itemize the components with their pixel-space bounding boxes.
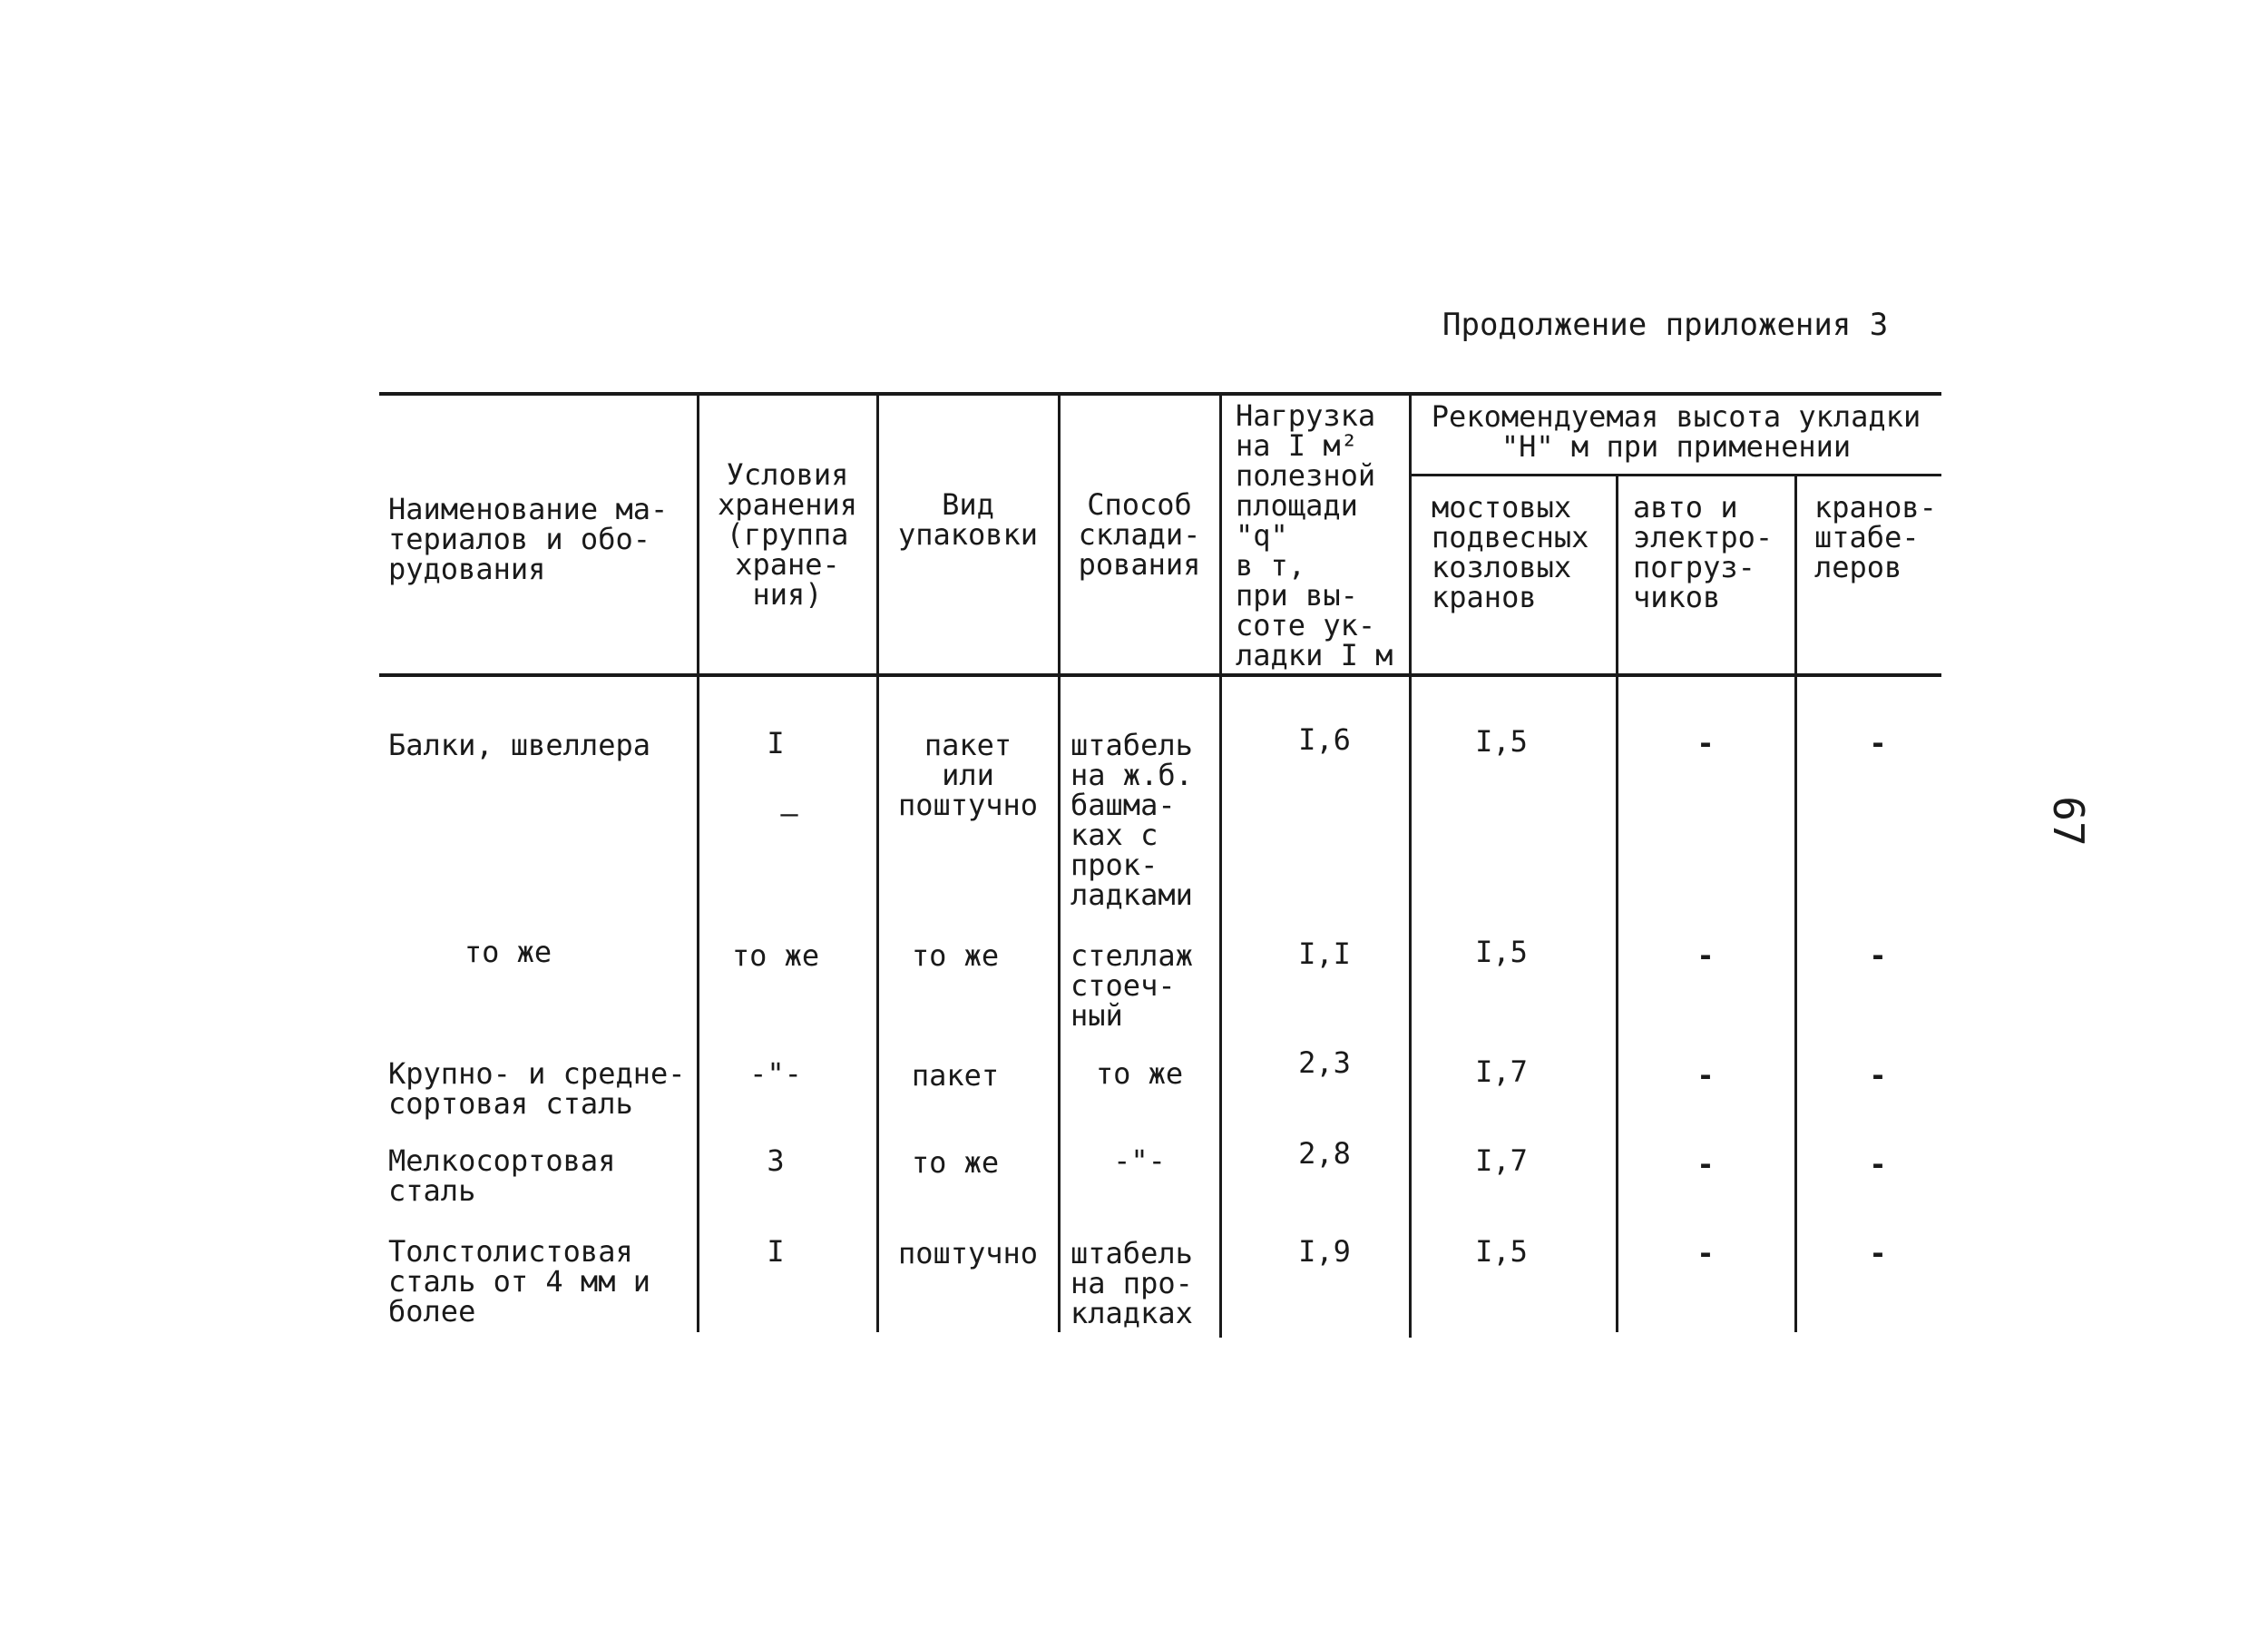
header-recommended-height: Рекомендуемая высота укладки "Н" м при применении (1431, 399, 1921, 464)
column-divider (1616, 476, 1618, 1332)
table-cell-storage: I (767, 726, 785, 760)
header-height-stacker-cranes: кранов- штабе- леров (1814, 490, 1937, 584)
page-number: 67 (2044, 796, 2093, 847)
table-cell-name: Мелкосортовая сталь (388, 1143, 616, 1208)
table-cell-packaging: поштучно (897, 1236, 1039, 1270)
table-cell-height-bridge: I,5 (1475, 724, 1528, 759)
table-cell-packaging: то же (911, 1145, 1000, 1180)
table-cell-storage: то же (731, 938, 820, 973)
header-height-bridge-cranes: мостовых подвесных козловых кранов (1432, 490, 1589, 614)
table-cell-height-auto: - (1696, 1236, 1715, 1270)
table-cell-method: стеллаж стоеч- ный (1070, 938, 1193, 1033)
table-cell-name: Крупно- и средне- сортовая сталь (388, 1056, 686, 1121)
table-cell-height-stacker: - (1869, 726, 1887, 760)
column-divider (1794, 476, 1797, 1332)
table-cell-height-bridge: I,7 (1475, 1054, 1528, 1089)
table-cell-packaging: пакет или поштучно (897, 728, 1039, 822)
column-divider (1219, 394, 1222, 1338)
table-cell-name: Толстолистовая сталь от 4 мм и более (388, 1234, 650, 1329)
table-cell-method: штабель на про- кладках (1070, 1236, 1193, 1330)
table-cell-storage: I (767, 1234, 785, 1269)
table-cell-height-stacker: - (1869, 1147, 1887, 1182)
table-cell-height-bridge: I,7 (1475, 1143, 1528, 1178)
table-cell-packaging: то же (911, 938, 1000, 973)
table-cell-load: 2,8 (1298, 1136, 1351, 1171)
appendix-continuation-note: Продолжение приложения 3 (1442, 307, 1889, 343)
table-cell-load: I,9 (1298, 1234, 1351, 1269)
header-packaging: Вид упаковки (897, 487, 1039, 552)
header-bottom-rule (379, 673, 1941, 677)
table-cell-height-auto: - (1696, 1147, 1715, 1182)
header-storage-method: Способ склади- рования (1078, 487, 1201, 582)
table-top-rule (379, 392, 1941, 396)
table-cell-height-auto: - (1696, 938, 1715, 973)
table-cell-storage: -"- (749, 1056, 802, 1091)
table-cell-height-bridge: I,5 (1475, 935, 1528, 969)
table-cell-load: 2,3 (1298, 1045, 1351, 1080)
table-cell-height-stacker: - (1869, 1058, 1887, 1093)
header-height-forklifts: авто и электро- погруз- чиков (1633, 490, 1774, 614)
table-cell-storage: 3 (767, 1143, 785, 1178)
header-storage-conditions: Условия хранения (группа хране- ния) (717, 457, 858, 612)
table-cell-load: I,I (1298, 937, 1351, 971)
table-cell-method: то же (1095, 1056, 1184, 1091)
table-cell-name: Балки, швеллера (388, 728, 650, 762)
header-name: Наименование ма- териалов и обо- рудования (388, 492, 669, 586)
table-cell-height-stacker: - (1869, 938, 1887, 973)
header-load: Нагрузка на I м² полезной площади "q" в т, при вы- соте ук- ладки I м (1236, 398, 1393, 672)
table-cell-height-bridge: I,5 (1475, 1234, 1528, 1269)
table-cell-method: -"- (1113, 1143, 1166, 1178)
table-cell-packaging: пакет (911, 1058, 1000, 1093)
table-cell-storage-mark: – (780, 796, 798, 830)
table-cell-height-stacker: - (1869, 1236, 1887, 1270)
height-subheader-rule (1409, 474, 1941, 476)
table-cell-height-auto: - (1696, 726, 1715, 760)
table-cell-load: I,6 (1298, 722, 1351, 757)
table-cell-height-auto: - (1696, 1058, 1715, 1093)
table-cell-name: то же (464, 935, 552, 969)
table-cell-method: штабель на ж.б. башма- ках с прок- ладками (1070, 728, 1193, 912)
column-divider (1409, 394, 1412, 1338)
